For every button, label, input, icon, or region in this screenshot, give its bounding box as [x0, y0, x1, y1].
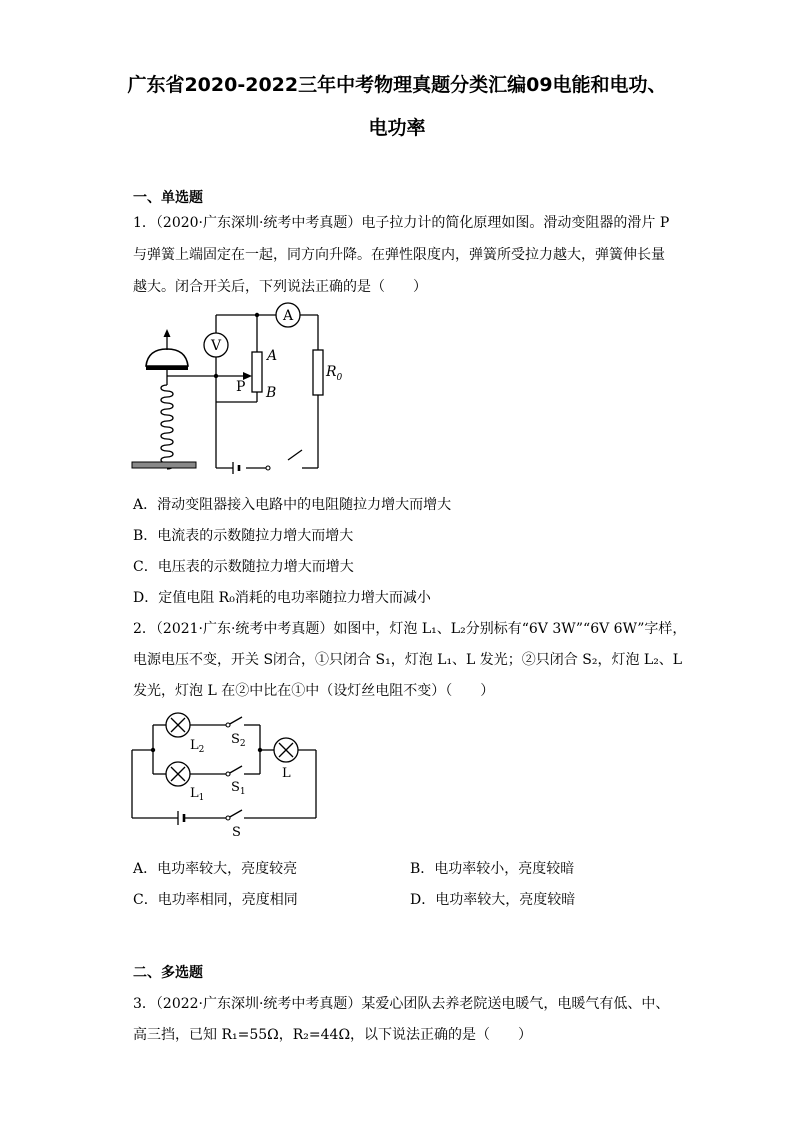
q1-circuit-diagram — [128, 300, 343, 480]
slider-p-label: P — [236, 379, 246, 395]
q1-option-d[interactable]: D．定值电阻 R₀消耗的电功率随拉力增大而减小 — [133, 590, 431, 606]
rheostat-end-b-label: B — [266, 385, 277, 401]
q2-option-c[interactable]: C．电功率相同，亮度相同 — [133, 892, 298, 908]
lamp-l1-label: $L_1$ — [190, 786, 205, 803]
q1-option-a[interactable]: A．滑动变阻器接入电路中的电阻随拉力增大而增大 — [133, 497, 452, 513]
q1-text-line3: 越大。闭合开关后，下列说法正确的是（ ） — [133, 279, 427, 295]
q2-circuit-diagram — [128, 705, 328, 840]
switch-s1-label: $S_1$ — [231, 780, 246, 797]
q2-option-b[interactable]: B．电功率较小，亮度较暗 — [410, 861, 575, 877]
lamp-l-label: L — [282, 766, 291, 781]
q3-text-line2: 高三挡，已知 R₁=55Ω，R₂=44Ω，以下说法正确的是（ ） — [133, 1027, 533, 1043]
switch-s-label: S — [232, 825, 241, 840]
lamp-l2-label: $L_2$ — [190, 738, 205, 755]
voltmeter-label: V — [210, 338, 222, 354]
switch-s2-label: $S_2$ — [231, 732, 246, 749]
q3-text-line1: 3．（2022·广东深圳·统考中考真题）某爱心团队去养老院送电暖气，电暖气有低、中、 — [133, 996, 670, 1012]
ammeter-label: A — [282, 308, 294, 324]
resistor-r0-label: $R_0$ — [326, 364, 343, 383]
page-title-line2: 电功率 — [368, 117, 426, 139]
q1-text-line2: 与弹簧上端固定在一起，同方向升降。在弹性限度内，弹簧所受拉力越大，弹簧伸长量 — [133, 247, 665, 263]
q1-option-c[interactable]: C．电压表的示数随拉力增大而增大 — [133, 559, 354, 575]
section-heading-single-choice: 一、单选题 — [133, 190, 203, 206]
q2-text-line1: 2．（2021·广东·统考中考真题）如图中，灯泡 L₁、L₂分别标有“6V 3W”“6V 6W”字样， — [133, 621, 687, 637]
page-title: 广东省2020-2022三年中考物理真题分类汇编09电能和电功、 — [127, 74, 667, 96]
q2-option-d[interactable]: D．电功率较大，亮度较暗 — [410, 892, 576, 908]
q1-option-b[interactable]: B．电流表的示数随拉力增大而增大 — [133, 528, 354, 544]
q2-option-a[interactable]: A．电功率较大，亮度较亮 — [133, 861, 298, 877]
q2-text-line2: 电源电压不变，开关 S闭合，①只闭合 S₁，灯泡 L₁、L 发光；②只闭合 S₂，灯泡 L₂、L — [133, 652, 683, 668]
section-heading-multiple-choice: 二、多选题 — [133, 965, 203, 981]
rheostat-end-a-label: A — [267, 348, 278, 364]
q2-text-line3: 发光，灯泡 L 在②中比在①中（设灯丝电阻不变）（ ） — [133, 683, 495, 699]
q1-text-line1: 1．（2020·广东深圳·统考中考真题）电子拉力计的简化原理如图。滑动变阻器的滑片 P — [133, 215, 670, 231]
